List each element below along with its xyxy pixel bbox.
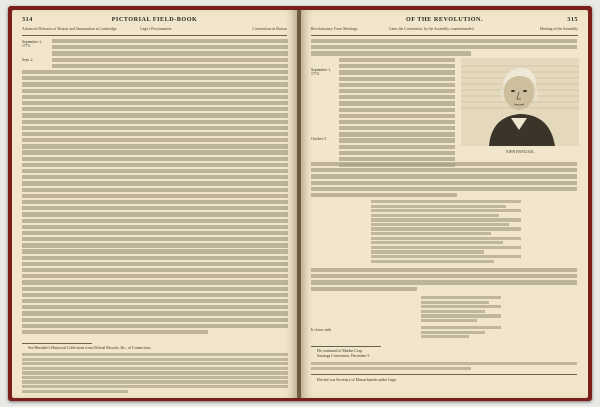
footnote-line: Elected was Secretary of Massachusetts under Gage.: [317, 378, 398, 382]
right-subheads: [311, 27, 578, 34]
side-note: It closes with: [311, 328, 332, 332]
footnote-line: See Hinsdale's Historical Collections from Official Records, &c., of Connecticut.: [28, 346, 152, 350]
subhead-left: Advanced Defences of Boston and Ammunition at Cambridge.: [22, 27, 118, 31]
text-block-column: [339, 58, 455, 169]
page-number: 314: [22, 16, 33, 23]
portrait-engraving-icon: [461, 58, 579, 146]
subhead-center: Gates the Convention, by the Assembly countermanded.: [389, 27, 475, 31]
footnote-line: He continued of Market Corp.: [317, 349, 363, 353]
footnotes-block: [311, 362, 577, 371]
margin-note: Sept. 2: [22, 58, 33, 62]
right-page: [301, 10, 588, 398]
footnotes-block: [22, 353, 288, 394]
footnote-rule: [311, 346, 381, 347]
margin-note: September 1, 1774.: [311, 68, 332, 77]
text-block-lead: [52, 39, 288, 70]
text-block-body: [22, 70, 288, 336]
text-block-lead: [311, 39, 577, 58]
margin-note: October 5.: [311, 137, 328, 141]
subhead-left: Revolutionary Town Meetings.: [311, 27, 359, 31]
page-number: 315: [567, 16, 578, 23]
left-subheads: [22, 27, 287, 34]
footnote-rule: [311, 374, 577, 375]
poem-block: [371, 200, 521, 264]
verse-block: [421, 326, 501, 340]
subhead-right: Conventions in Boston: [252, 27, 287, 31]
header-rule: [311, 35, 578, 36]
subhead-right: Meeting of the Assembly: [539, 27, 578, 31]
left-page: [12, 10, 297, 398]
verse-block: [421, 296, 501, 323]
right-page-header: [311, 16, 578, 26]
margin-note: September 1, 1774.: [22, 40, 43, 49]
header-rule: [22, 35, 287, 36]
john-hancock-portrait: [461, 58, 579, 146]
open-book: [8, 6, 592, 401]
portrait-caption: JOHN HANCOCK.: [506, 150, 535, 154]
left-page-header: [22, 16, 287, 26]
running-title: PICTORIAL FIELD-BOOK: [111, 16, 198, 23]
running-title: OF THE REVOLUTION.: [405, 16, 484, 23]
footnote-line: Saratoga Convention, December 5.: [317, 354, 371, 358]
text-block-body: [311, 162, 577, 199]
text-block-closing: [311, 268, 577, 293]
footnote-rule: [22, 343, 92, 344]
subhead-center: Gage's Proclamation: [140, 27, 172, 31]
